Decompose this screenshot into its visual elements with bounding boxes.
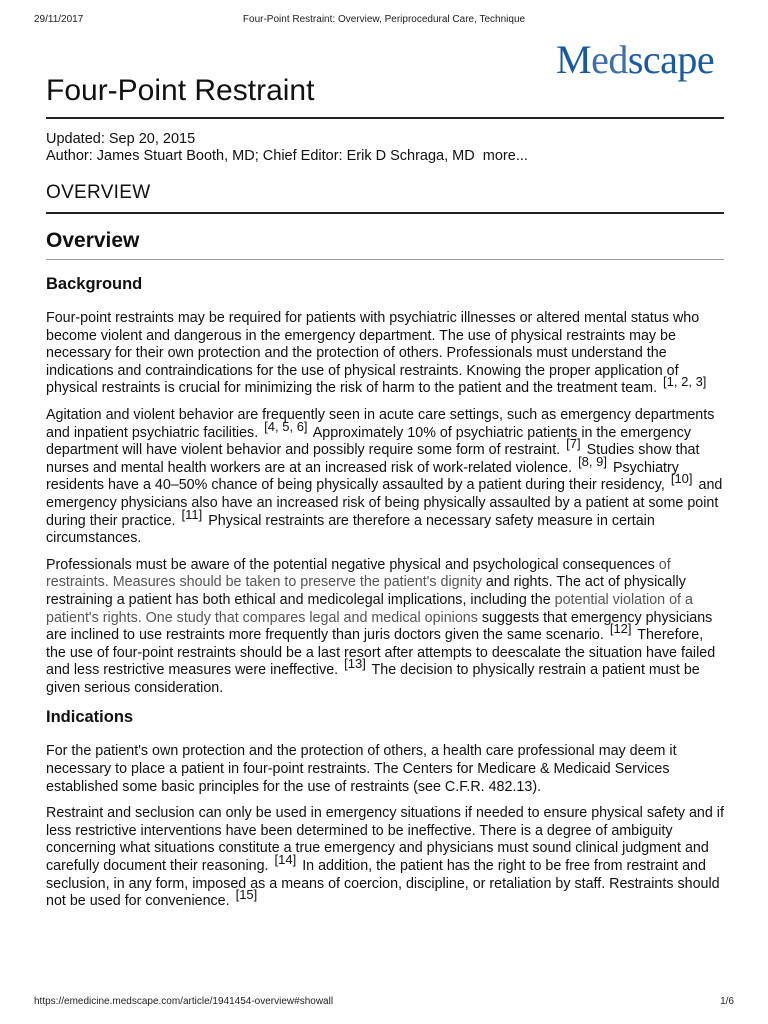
reference-link[interactable]: [11] bbox=[181, 506, 203, 522]
updated-date: Updated: Sep 20, 2015 bbox=[46, 131, 196, 147]
paragraph-text: Approximately 10% of psychiatric patients in the emergency department will have violent behavior and possibly require some form of restraint. bbox=[46, 424, 691, 459]
overview-divider bbox=[46, 259, 724, 260]
paragraph-text: Therefore, the use of four-point restraints should be a last resort after attempts to deescalate the situation have failed and less restrictive measures were ineffective. bbox=[46, 627, 716, 679]
reference-link[interactable]: [4, 5, 6] bbox=[264, 418, 308, 434]
background-paragraph-1 bbox=[46, 310, 726, 398]
reference-link[interactable]: [10] bbox=[670, 471, 693, 487]
section-header[interactable]: OVERVIEW bbox=[46, 182, 151, 203]
paragraph-text: and emergency physicians also have an increased risk of being physically assaulted by a patient at some point during their practice. bbox=[46, 477, 723, 529]
indications-paragraph-2 bbox=[46, 805, 726, 911]
paragraph-text: potential violation of a patient's rights. One study that compares legal and medical opinions bbox=[46, 591, 693, 626]
background-heading: Background bbox=[46, 275, 143, 293]
paragraph-text: Restraint and seclusion can only be used in emergency situations if needed to ensure physical safety and if less restrictive interventions have been determined to be ineffective. There is a degree of ambiguity concerning what situations constitute a true emergency and physicians must sound clinical judgment and carefully document their reasoning. bbox=[46, 805, 724, 875]
print-header bbox=[34, 14, 734, 28]
author-text: Author: James Stuart Booth, MD; Chief Editor: Erik D Schraga, MD bbox=[46, 148, 475, 164]
print-doc-title: Four-Point Restraint: Overview, Periprocedural Care, Technique bbox=[242, 14, 526, 25]
indications-heading: Indications bbox=[46, 708, 134, 727]
article-meta bbox=[46, 131, 528, 165]
paragraph-text: Studies show that nurses and mental health workers are at an increased risk of work-related violence. bbox=[46, 442, 700, 476]
reference-link[interactable]: [15] bbox=[235, 887, 258, 903]
overview-heading: Overview bbox=[46, 229, 140, 252]
paragraph-text: Physical restraints are therefore a necessary safety measure in certain circumstances. bbox=[46, 512, 655, 547]
reference-link[interactable]: [1, 2, 3] bbox=[663, 374, 707, 390]
logo-text-m: M bbox=[556, 37, 592, 82]
background-paragraph-2 bbox=[46, 407, 726, 548]
paragraph-text: Agitation and violent behavior are frequently seen in acute care settings, such as emergency departments and inpatient psychiatric facilities. bbox=[46, 406, 715, 441]
print-date: 29/11/2017 bbox=[34, 14, 84, 25]
page-url: https://emedicine.medscape.com/article/1941454-overview#showall bbox=[34, 996, 334, 1007]
page-number: 1/6 bbox=[720, 996, 734, 1007]
paragraph-text: Four-point restraints may be required for patients with psychiatric illnesses or altered mental status who become violent and dangerous in the emergency department. The use of physical restraints may be necessary for their own protection and the protection of others. Professionals must understand the indications and contraindications for the use of physical restraints. Knowing the proper application of physical restraints is crucial for minimizing the risk of harm to the patient and the treatment team. bbox=[46, 310, 700, 397]
print-footer bbox=[34, 996, 734, 1010]
paragraph-text: suggests that emergency physicians are inclined to use restraints more frequently than juris doctors given the same scenario. bbox=[46, 609, 713, 644]
logo-text-scape: scape bbox=[627, 37, 715, 82]
reference-link[interactable]: [13] bbox=[344, 656, 366, 672]
paragraph-text: Psychiatry residents have a 40–50% chance of being physically assaulted by a patient during their residency, bbox=[46, 459, 679, 494]
paragraph-text: and rights. The act of physically restraining a patient has both ethical and medicolegal implications, including the bbox=[46, 574, 686, 608]
reference-link[interactable]: [8, 9] bbox=[578, 453, 607, 469]
page-title: Four-Point Restraint bbox=[46, 74, 315, 107]
article-body bbox=[46, 273, 726, 920]
reference-link[interactable]: [12] bbox=[609, 621, 632, 637]
author-line bbox=[46, 148, 528, 165]
indications-paragraph-1: For the patient's own protection and the protection of others, a health care professional may deem it necessary to place a patient in four-point restraints. The Centers for Medicare & Medicaid Services established some basic principles for the use of restraints (see C.F.R. 482.13). bbox=[46, 743, 677, 795]
title-divider bbox=[46, 117, 724, 119]
medscape-logo[interactable] bbox=[556, 38, 714, 82]
more-authors-link[interactable]: more... bbox=[482, 148, 528, 164]
paragraph-text: In addition, the patient has the right to be free from restraint and seclusion, in any form, imposed as a means of coercion, discipline, or retaliation by staff. Restraints should not be used for convenience. bbox=[46, 858, 720, 910]
section-divider bbox=[46, 212, 724, 214]
paragraph-text: Professionals must be aware of the potential negative physical and psychological consequences bbox=[46, 556, 655, 573]
reference-link[interactable]: [7] bbox=[566, 436, 581, 452]
paragraph-text: The decision to physically restrain a patient must be given serious consideration. bbox=[46, 662, 700, 696]
logo-text-ed: ed bbox=[591, 37, 628, 82]
paragraph-text: of restraints. Measures should be taken to preserve the patient's dignity bbox=[46, 556, 671, 591]
background-paragraph-3 bbox=[46, 557, 726, 698]
reference-link[interactable]: [14] bbox=[274, 852, 297, 868]
